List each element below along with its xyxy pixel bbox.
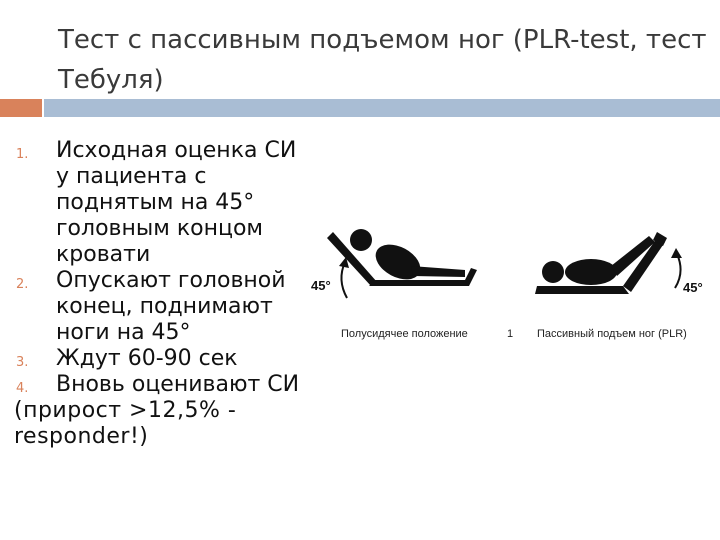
step-number: 2. xyxy=(16,277,29,292)
title-underline-bar xyxy=(44,99,720,117)
list-item xyxy=(14,372,314,398)
caption-separator: 1 xyxy=(507,328,514,340)
step-number: 1. xyxy=(16,147,29,162)
slide-title: Тест с пассивным подъемом ног (PLR-test, тест Тебуля) xyxy=(58,25,707,95)
list-item xyxy=(14,268,314,346)
list-item xyxy=(14,138,314,268)
left-caption: Полусидячее положение xyxy=(341,328,468,340)
title-accent-bar xyxy=(0,99,42,117)
semi-recumbent-patient-icon xyxy=(327,229,477,287)
divider xyxy=(42,0,44,120)
step-number: 3. xyxy=(16,355,29,370)
result-note: (прирост >12,5% - xyxy=(14,398,237,423)
steps-list xyxy=(14,138,314,450)
step-text: Ждут 60-90 сек xyxy=(56,346,238,371)
list-item xyxy=(14,346,314,372)
right-degree-label: 45° xyxy=(683,280,703,295)
plr-figure xyxy=(305,210,715,360)
right-caption: Пассивный подъем ног (PLR) xyxy=(537,328,687,340)
responder-note: responder!) xyxy=(14,424,149,449)
curved-arrow-icon xyxy=(339,257,349,298)
left-degree-label: 45° xyxy=(311,278,331,293)
passive-leg-raise-patient-icon xyxy=(535,232,667,294)
step-number: 4. xyxy=(16,381,29,396)
step-text: Вновь оценивают СИ xyxy=(56,372,300,397)
step-text: Опускают головной конец, поднимают ноги на 45° xyxy=(56,268,286,345)
curved-arrow-icon xyxy=(671,248,682,288)
step-text: Исходная оценка СИ у пациента с поднятым на 45° головным концом кровати xyxy=(56,138,297,267)
